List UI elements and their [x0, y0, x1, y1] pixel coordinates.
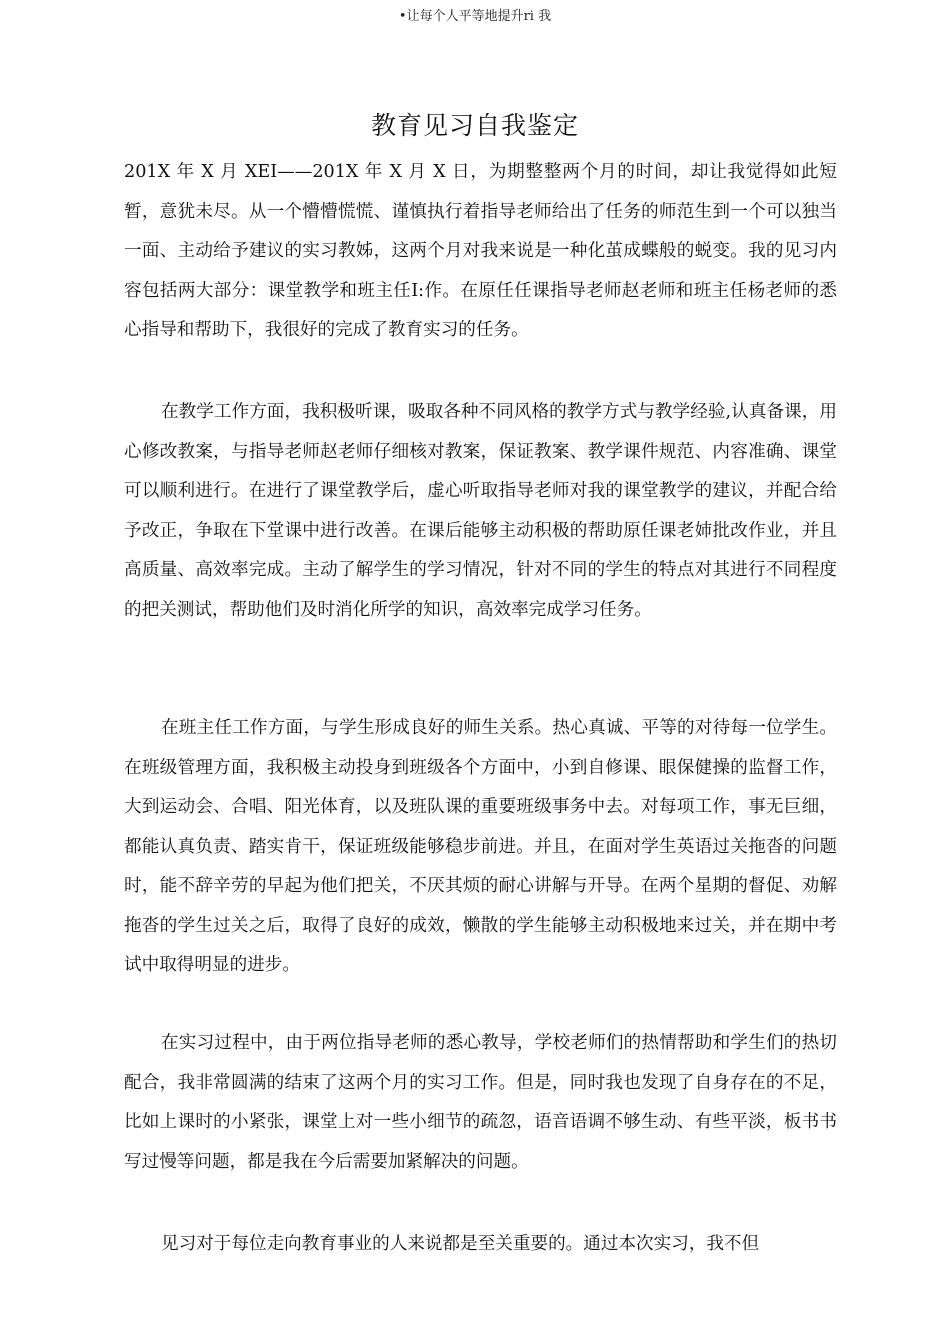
paragraph-reflection: 在实习过程中，由于两位指导老师的悉心教导，学校老师们的热情帮助和学生们的热切配合，我非常圆满的结束了这两个月的实习工作。但是，同时我也发现了自身存在的不足，比如上课时的小紧张，课堂上对一些小细节的疏忽，语音语调不够生动、有些平淡，板书书写过慢等问题，都是我在今后需要加紧解决的问题。 — [124, 1033, 837, 1172]
document-title: 教育见习自我鉴定 — [370, 111, 579, 140]
paragraph-teaching: 在教学工作方面，我积极听课，吸取各种不同风格的教学方式与教学经验,认真备课，用心修改教案，与指导老师赵老师仔细核对教案，保证教案、教学课件规范、内容准确、课堂可以顺利进行。在进行了课堂教学后，虚心听取指导老师对我的课堂教学的建议，并配合给予改正，争取在下堂课中进行改善。在课后能够主动积极的帮助原任课老姉批改作业，并且高质量、高效率完成。主动了解学生的学习情况，针对不同的学生的特点对其进行不同程度的把关测试，帮助他们及时消化所学的知识，高效率完成学习任务。 — [124, 402, 837, 620]
paragraph-intro: 201X 年 X 月 XEI——201X 年 X 月 X 日，为期整整两个月的时间，却让我觉得如此短暂，意犹未尽。从一个懵懵慌慌、谨慎执行着指导老师给出了任务的师范生到一个可以独当一面、主动给予建议的实习教姊，这两个月对我来说是一种化茧成蝶般的蜕变。我的见习内容包括两大部分：课堂教学和班主任I:作。在原任任课指导老师赵老师和班主任杨老师的悉心指导和帮助下，我很好的完成了教育实习的任务。 — [124, 162, 837, 340]
page-header: •让每个人平等地提升ri 我 — [398, 9, 552, 24]
paragraph-conclusion: 见习对于每位走向教育事业的人来说都是至关重要的。通过本次实习，我不但 — [161, 1234, 760, 1254]
paragraph-class-management: 在班主任工作方面，与学生形成良好的师生关系。热心真诚、平等的对待每一位学生。在班级管理方面，我积极主动投身到班级各个方面中，小到自修课、眼保健操的监督工作，大到运动会、合唱、阳光体育，以及班队课的重要班级事务中去。对每项工作，事无巨细，都能认真负责、踏实肯干，保证班级能够稳步前进。并且，在面对学生英语过关拖沓的问题时，能不辞辛劳的早起为他们把关，不厌其烦的耐心讲解与开导。在两个星期的督促、劝解拖沓的学生过关之后，取得了良好的成效，懒散的学生能够主动积极地来过关，并在期中考试中取得明显的进步。 — [124, 718, 837, 975]
